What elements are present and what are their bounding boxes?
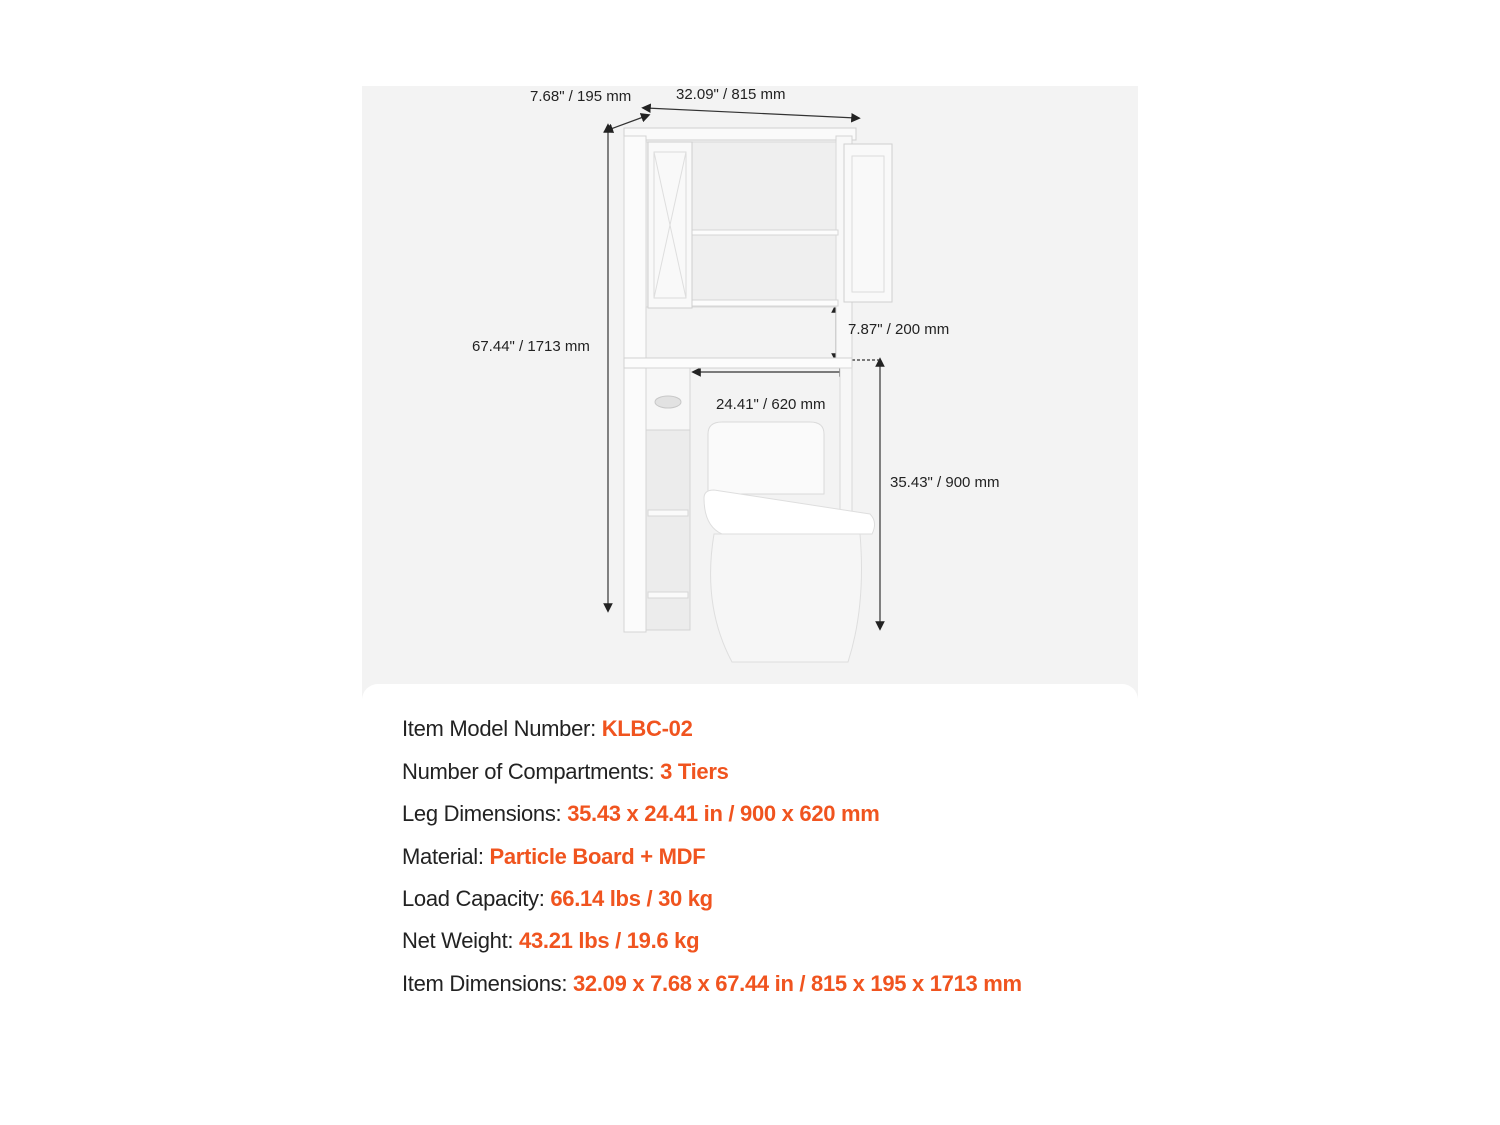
spec-list [362, 684, 1138, 1039]
spec-row [402, 971, 1022, 997]
spec-label: Item Dimensions: [402, 971, 568, 996]
spec-value: 66.14 lbs / 30 kg [550, 886, 713, 911]
spec-value: 3 Tiers [660, 759, 729, 784]
spec-value: KLBC-02 [601, 716, 693, 741]
height-label: 67.44" / 1713 mm [472, 338, 590, 355]
spec-value: 35.43 x 24.41 in / 900 x 620 mm [567, 801, 880, 826]
spec-row [402, 801, 880, 827]
leg-height-label: 35.43" / 900 mm [890, 474, 1000, 491]
spec-label: Material: [402, 844, 484, 869]
spec-row [402, 844, 705, 870]
spec-row [402, 759, 729, 785]
spec-value: Particle Board + MDF [489, 844, 706, 869]
spec-label: Net Weight: [402, 928, 514, 953]
spec-label: Number of Compartments: [402, 759, 655, 784]
width-label: 32.09" / 815 mm [676, 86, 786, 103]
spec-label: Item Model Number: [402, 716, 596, 741]
spec-label: Leg Dimensions: [402, 801, 562, 826]
spec-value: 32.09 x 7.68 x 67.44 in / 815 x 195 x 1713 mm [572, 971, 1022, 996]
depth-label: 7.68" / 195 mm [530, 88, 632, 105]
spec-row [402, 886, 713, 912]
spec-row [402, 928, 699, 954]
inner-width-label: 24.41" / 620 mm [716, 396, 826, 413]
dimension-diagram [362, 86, 1138, 686]
cabinet-illustration [362, 86, 1138, 686]
spec-label: Load Capacity: [402, 886, 545, 911]
spec-row [402, 716, 693, 742]
spec-value: 43.21 lbs / 19.6 kg [519, 928, 700, 953]
shelf-gap-label: 7.87" / 200 mm [848, 321, 950, 338]
product-card [362, 86, 1138, 1039]
